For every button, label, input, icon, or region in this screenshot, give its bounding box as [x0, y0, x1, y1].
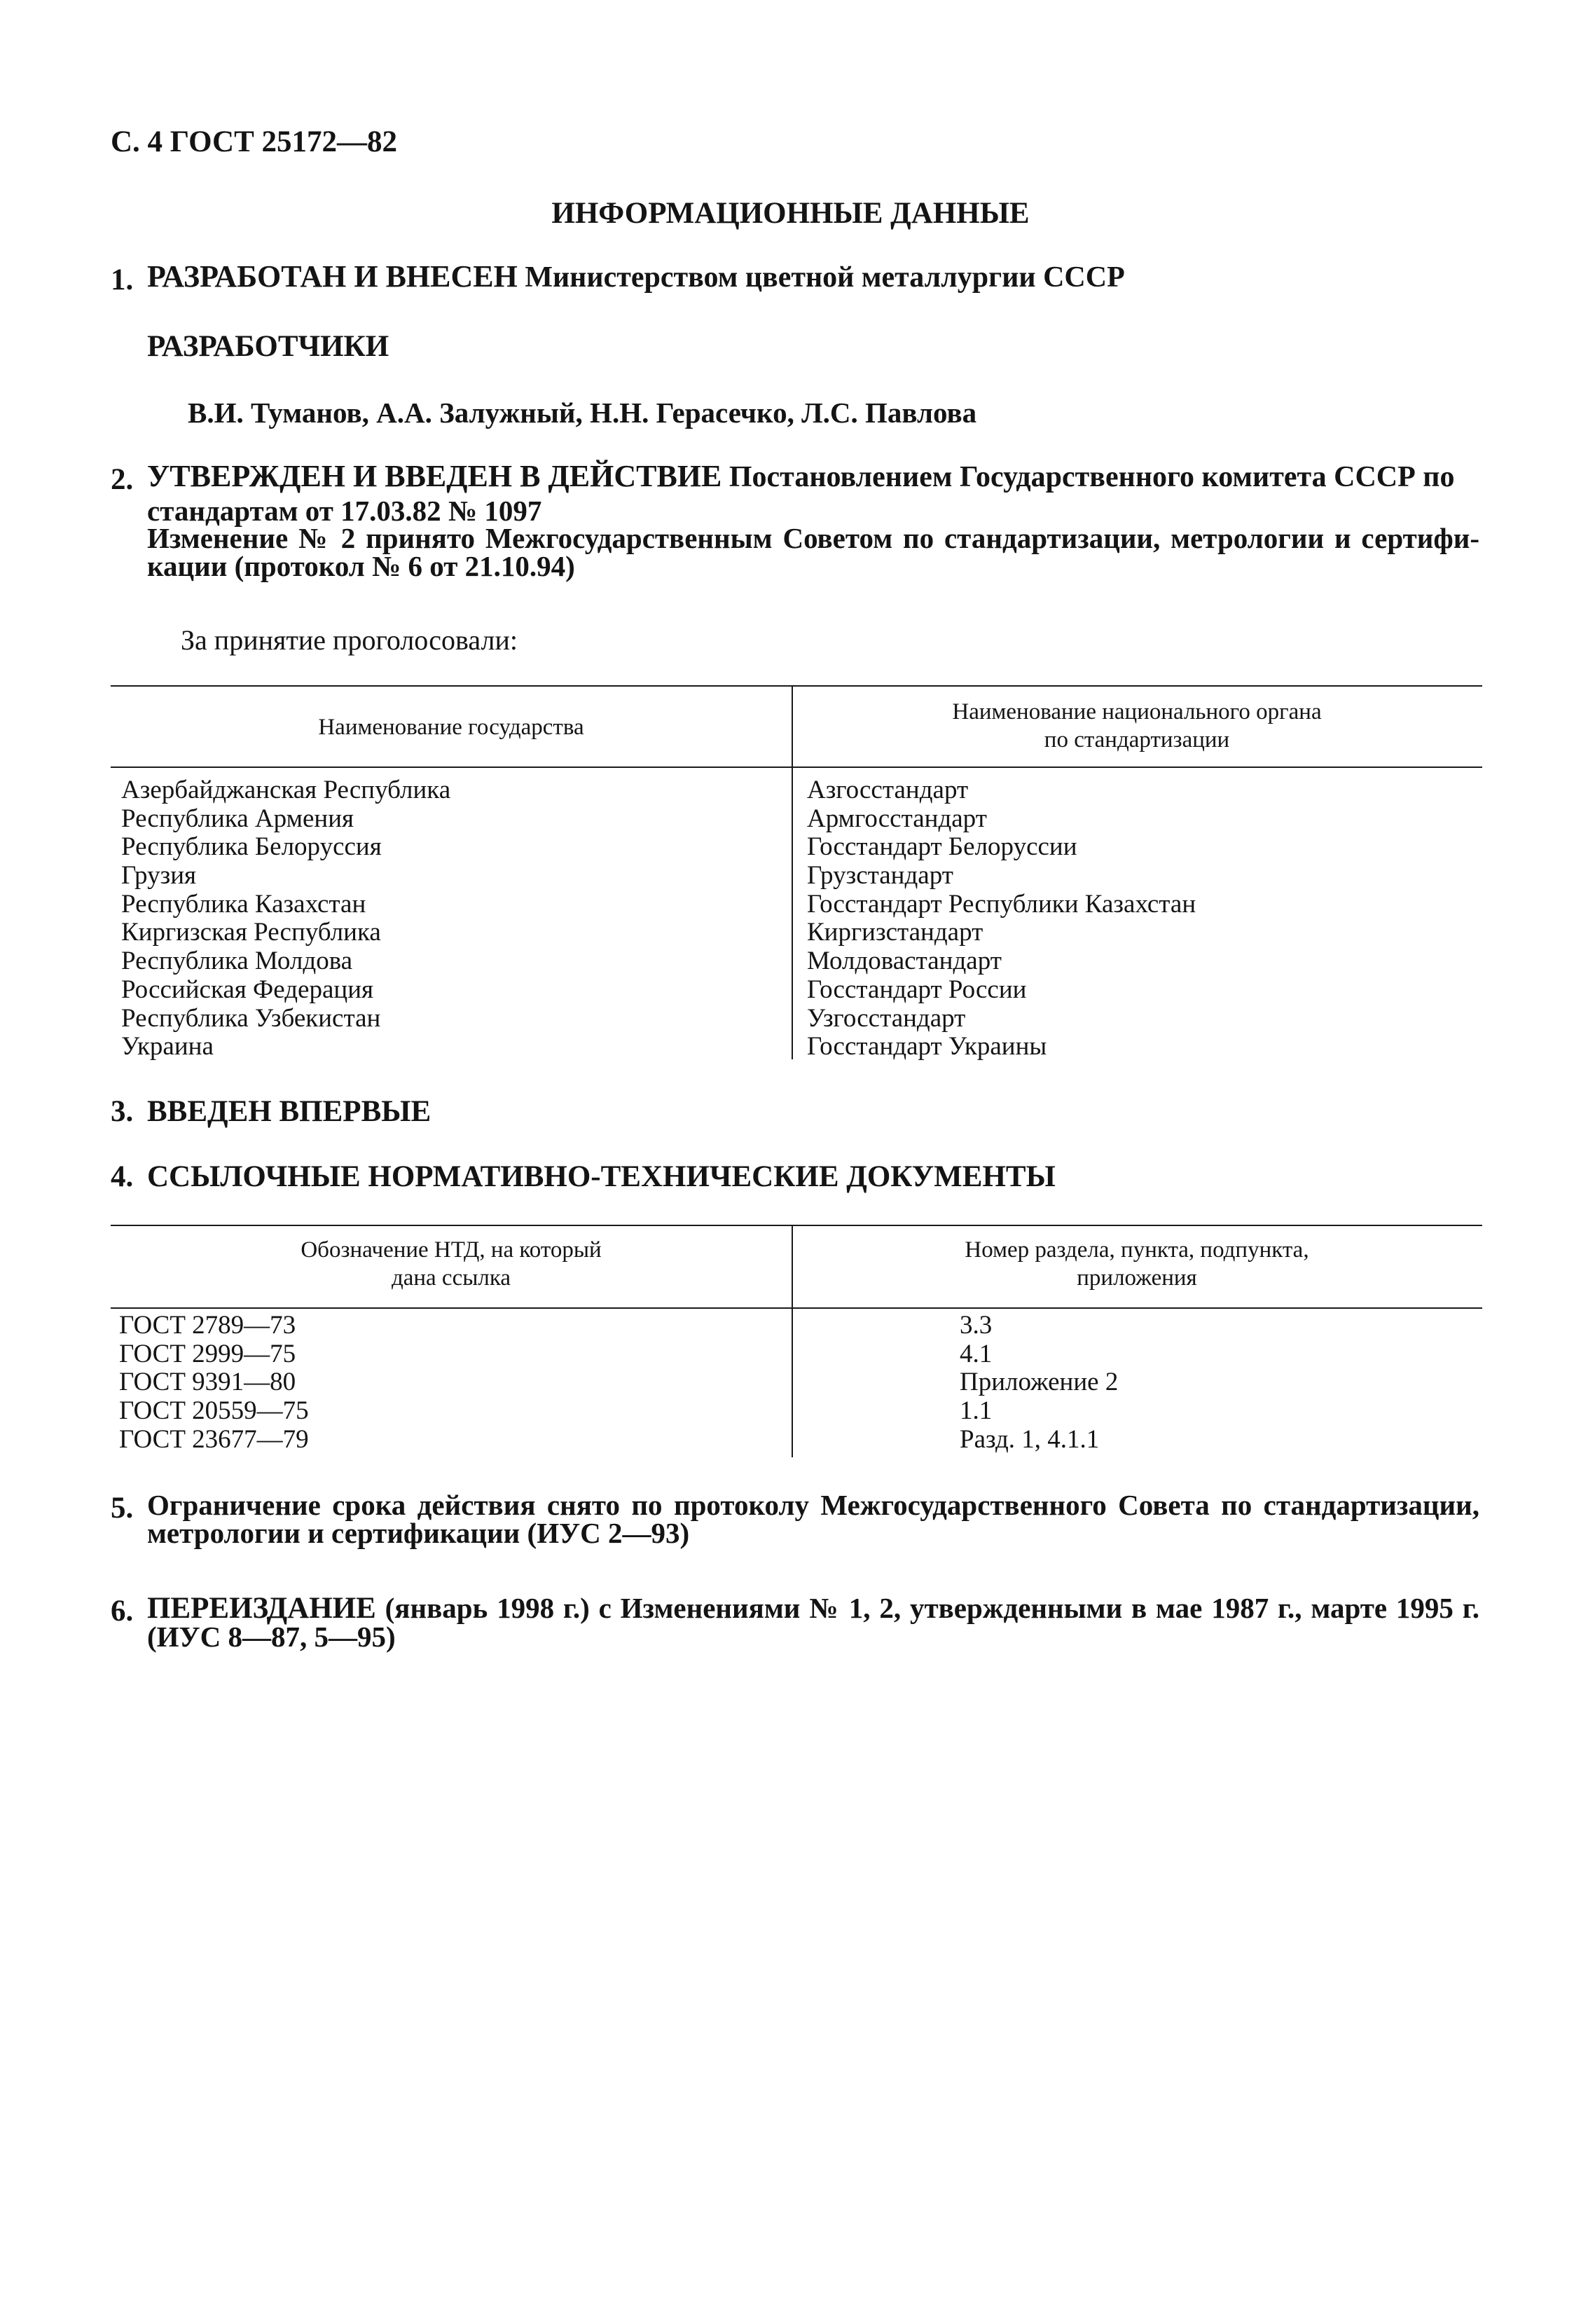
table-2-header-rule [111, 1307, 1482, 1309]
table-1-header-body [793, 698, 1481, 754]
table-1-body: Армгосстандарт [807, 804, 987, 833]
table-2-doc: ГОСТ 2789—73 [119, 1311, 296, 1340]
section-1-text: Министерством цветной металлургии СССР [525, 261, 1125, 294]
section-6-number: 6. [111, 1595, 134, 1628]
table-2-doc: ГОСТ 9391—80 [119, 1368, 296, 1397]
table-1-state: Российская Федерация [121, 975, 374, 1004]
table-2-ref: 1.1 [960, 1396, 993, 1426]
table-2-refs-column [960, 1312, 1118, 1454]
table-2-header-doc-line-1: Обозначение НТД, на который [301, 1237, 602, 1263]
section-3-number: 3. [111, 1095, 134, 1128]
section-5-text [147, 1491, 1479, 1547]
table-2-top-rule [111, 1225, 1482, 1226]
section-1-number: 1. [111, 263, 134, 296]
table-2-header-ref-line-2: приложения [1077, 1265, 1197, 1291]
table-1-state: Азербайджанская Республика [121, 776, 451, 804]
table-1-top-rule [111, 685, 1482, 687]
table-2-docs-column [119, 1312, 309, 1454]
section-2-line-2: стандартам от 17.03.82 № 1097 [147, 495, 542, 527]
table-1-header-rule [111, 766, 1482, 768]
section-6-line-2: (ИУС 8—87, 5—95) [147, 1621, 396, 1653]
section-1-line [147, 259, 1125, 294]
table-2-ref: 4.1 [960, 1339, 993, 1368]
table-1-state: Республика Узбекистан [121, 1003, 381, 1033]
developers-names: В.И. Туманов, А.А. Залужный, Н.Н. Герасечко, Л.С. Павлова [188, 397, 977, 429]
table-2-header-ref-line-1: Номер раздела, пункта, подпункта, [965, 1237, 1309, 1263]
table-1-state: Республика Казахстан [121, 889, 366, 919]
table-1-body: Узгосстандарт [807, 1003, 966, 1033]
section-2-text: Постановлением Государственного комитета СССР по [729, 461, 1455, 493]
section-2-line-1 [147, 459, 1455, 493]
section-3-text: ВВЕДЕН ВПЕРВЫЕ [147, 1095, 432, 1128]
table-2-ref: 3.3 [960, 1311, 993, 1340]
section-2-line-3: Изменение № 2 принято Межгосударственным Советом по стандартизации, метрологии и сертифи- [147, 522, 1479, 554]
table-1-body: Киргизстандарт [807, 918, 983, 947]
table-1-body: Госстандарт Республики Казахстан [807, 889, 1196, 919]
table-2-doc: ГОСТ 23677—79 [119, 1424, 309, 1454]
table-2-header-doc-line-2: дана ссылка [391, 1265, 511, 1291]
section-6-lead: ПЕРЕИЗДАНИЕ [147, 1592, 376, 1625]
section-2-amendment [147, 524, 1479, 580]
section-5-line-1: Ограничение срока действия снято по протоколу Межгосударственного Совета по стандартизации, [147, 1489, 1479, 1521]
table-1-header-body-line-2: по стандартизации [1044, 727, 1230, 752]
table-1-body: Госстандарт России [807, 975, 1027, 1004]
section-5-line-2: метрологии и сертификации (ИУС 2—93) [147, 1517, 690, 1549]
table-1-body: Грузстандарт [807, 861, 953, 891]
table-2-doc: ГОСТ 2999—75 [119, 1339, 296, 1368]
table-1-state: Грузия [121, 861, 197, 891]
table-2-doc: ГОСТ 20559—75 [119, 1396, 309, 1426]
developers-label: РАЗРАБОТЧИКИ [147, 330, 389, 363]
section-1-lead: РАЗРАБОТАН И ВНЕСЕН [147, 259, 518, 294]
table-1-states-column [121, 776, 450, 1061]
table-1-bodies-column [807, 776, 1196, 1061]
page-header: С. 4 ГОСТ 25172—82 [111, 125, 398, 158]
table-1-state: Республика Белоруссия [121, 832, 382, 862]
table-1-state: Украина [121, 1032, 214, 1061]
table-2-ref: Разд. 1, 4.1.1 [960, 1424, 1100, 1454]
table-1-body: Госстандарт Украины [807, 1032, 1047, 1061]
section-2-line-4: кации (протокол № 6 от 21.10.94) [147, 550, 575, 582]
table-1-header-state: Наименование государства [318, 715, 584, 740]
section-2-lead: УТВЕРЖДЕН И ВВЕДЕН В ДЕЙСТВИЕ [147, 459, 722, 493]
section-6-text [147, 1594, 1479, 1651]
section-4-number: 4. [111, 1160, 134, 1193]
table-2-header-ref [793, 1236, 1481, 1292]
table-1-state: Республика Молдова [121, 947, 353, 976]
section-6-line-1: (январь 1998 г.) с Изменениями № 1, 2, утвержденными в мае 1987 г., марте 1995 г. [385, 1592, 1479, 1624]
table-2-ref: Приложение 2 [960, 1368, 1119, 1397]
page-title: ИНФОРМАЦИОННЫЕ ДАННЫЕ [551, 197, 1030, 230]
table-1-body: Молдовастандарт [807, 947, 1002, 976]
table-1-body: Азгосстандарт [807, 776, 969, 804]
section-4-text: ССЫЛОЧНЫЕ НОРМАТИВНО-ТЕХНИЧЕСКИЕ ДОКУМЕНТЫ [147, 1160, 1056, 1193]
table-2-header-doc [112, 1236, 790, 1292]
vote-intro: За принятие проголосовали: [181, 624, 518, 656]
table-1-body: Госстандарт Белоруссии [807, 832, 1077, 862]
section-5-number: 5. [111, 1492, 134, 1525]
table-1-state: Республика Армения [121, 804, 354, 833]
section-2-number: 2. [111, 463, 134, 496]
table-1-state: Киргизская Республика [121, 918, 381, 947]
table-1-header-body-line-1: Наименование национального органа [952, 699, 1322, 724]
